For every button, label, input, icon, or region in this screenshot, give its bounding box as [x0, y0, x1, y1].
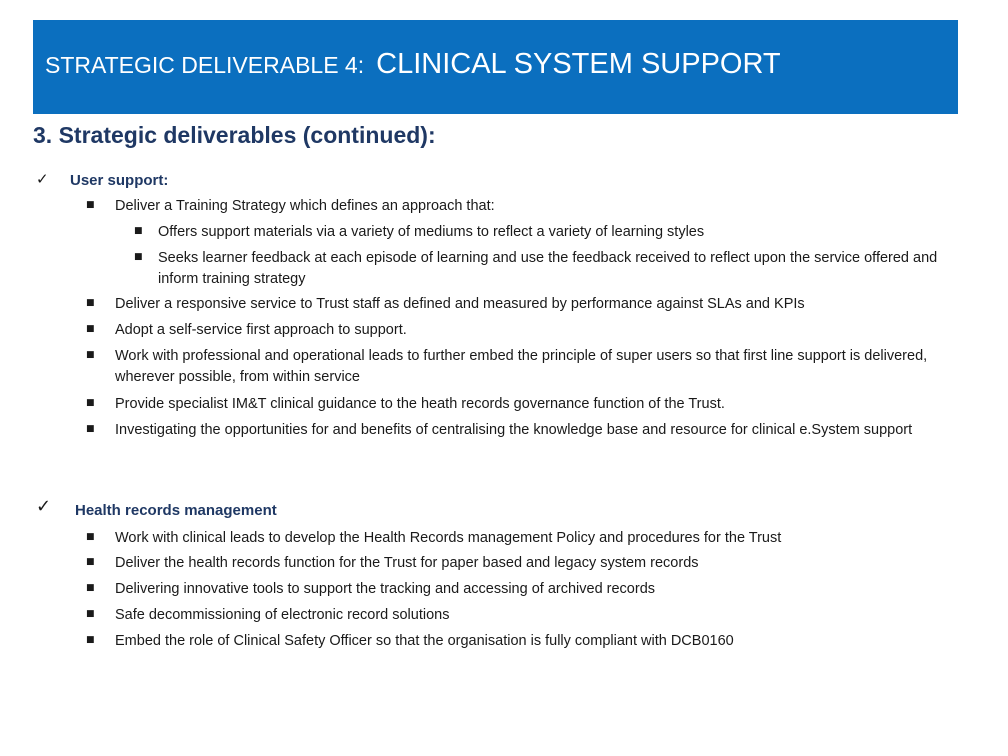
square-bullet-icon: ■ [86, 298, 95, 308]
square-bullet-icon: ■ [86, 609, 95, 619]
square-bullet-icon: ■ [86, 583, 95, 593]
square-bullet-icon: ■ [86, 557, 95, 567]
square-bullet-icon: ■ [86, 324, 95, 334]
list-item: Deliver the health records function for the Trust for paper based and legacy system records [115, 555, 699, 571]
list-item: Provide specialist IM&T clinical guidance to the heath records governance function of the Trust. [115, 396, 725, 412]
square-bullet-icon: ■ [86, 532, 95, 542]
section-heading: 3. Strategic deliverables (continued): [33, 122, 436, 148]
square-bullet-icon: ■ [86, 424, 95, 434]
checkmark-icon: ✓ [36, 170, 49, 188]
title-main: CLINICAL SYSTEM SUPPORT [376, 48, 781, 80]
list-item: Safe decommissioning of electronic record solutions [115, 607, 450, 623]
square-bullet-icon: ■ [86, 398, 95, 408]
group-title-health-records: Health records management [75, 502, 277, 519]
square-bullet-icon: ■ [134, 252, 143, 262]
list-item: Delivering innovative tools to support the tracking and accessing of archived records [115, 581, 656, 597]
square-bullet-icon: ■ [86, 200, 95, 210]
title-prefix: STRATEGIC DELIVERABLE 4: [45, 52, 365, 78]
group-title-user-support: User support: [70, 172, 169, 189]
checkmark-icon: ✓ [36, 496, 52, 517]
square-bullet-icon: ■ [134, 226, 143, 236]
sub-list-item: Offers support materials via a variety of mediums to reflect a variety of learning styles [158, 224, 705, 240]
list-item: Deliver a responsive service to Trust staff as defined and measured by performance against SLAs and KPIs [115, 296, 805, 312]
list-item: Work with clinical leads to develop the Health Records management Policy and procedures for the Trust [115, 530, 782, 546]
list-item: Investigating the opportunities for and benefits of centralising the knowledge base and resource for clinical e.System support [115, 422, 913, 438]
list-item: Work with professional and operational leads to further embed the principle of super users so that first line support is delivered, wherever possible, from within service [115, 348, 928, 385]
title-banner [33, 20, 958, 114]
slide-title [45, 48, 781, 81]
list-item: Embed the role of Clinical Safety Officer so that the organisation is fully compliant with DCB0160 [115, 633, 734, 649]
square-bullet-icon: ■ [86, 635, 95, 645]
sub-list-item: Seeks learner feedback at each episode of learning and use the feedback received to reflect upon the service offered and inform training strategy [158, 250, 938, 287]
square-bullet-icon: ■ [86, 350, 95, 360]
list-item: Adopt a self-service first approach to support. [115, 322, 407, 338]
list-item: Deliver a Training Strategy which defines an approach that: [115, 198, 495, 214]
